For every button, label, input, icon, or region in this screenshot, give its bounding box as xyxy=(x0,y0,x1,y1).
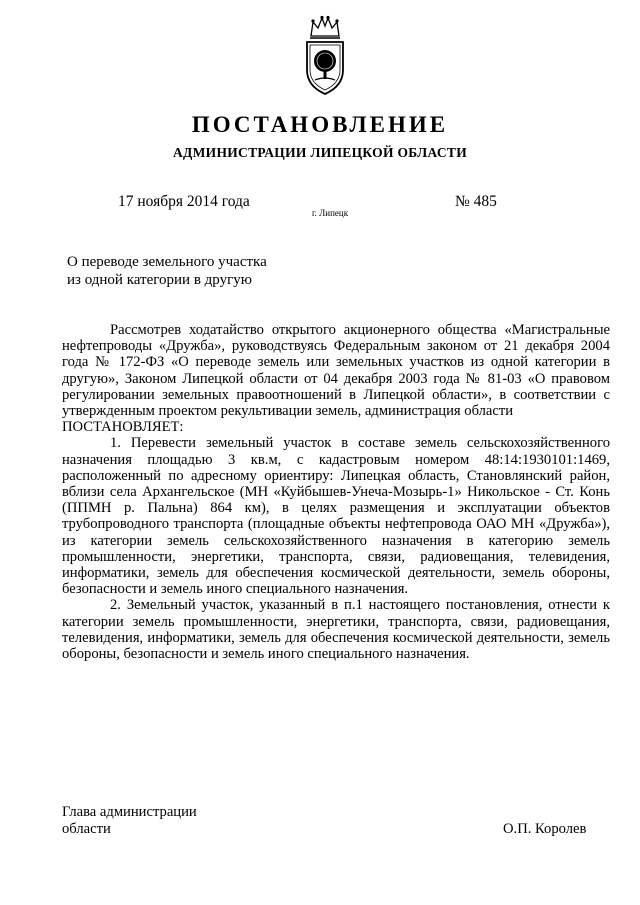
item-2-paragraph: 2. Земельный участок, указанный в п.1 настоящего постановления, отнести к категории земель промышленности, энергетики, транспорта, связи, радиовещания, телевидения, информатики, земель для обеспечения космической деятельности, земель обороны, безопасности и земель иного специального назначения. xyxy=(62,597,610,663)
document-subtitle: АДМИНИСТРАЦИИ ЛИПЕЦКОЙ ОБЛАСТИ xyxy=(172,145,468,160)
signature-position xyxy=(62,804,197,838)
item-1-paragraph: 1. Перевести земельный участок в составе земель сельскохозяйственного назначения площадью 3 кв.м, с кадастровым номером 48:14:1930101:1469, расположенный по адресному ориентиру: Липецкая область, Становлянский район, вблизи села Архангельское (МН «Куйбышев-Унеча-Мозырь-1» Никольское - Ст. Конь (ППМН р. Пальна) 864 км), в целях размещения и эксплуатации объектов трубопроводного транспорта (площадные объекты нефтепровода ОАО МН «Дружба»), из категории земель сельскохозяйственного назначения в категорию земель промышленности, энергетики, транспорта, связи, радиовещания, телевидения, информатики, земель для обеспечения космической деятельности, земель обороны, безопасности и земель иного специального назначения. xyxy=(62,435,610,598)
signature-position-line-1: Глава администрации xyxy=(62,804,197,820)
decree-word: ПОСТАНОВЛЯЕТ: xyxy=(62,419,184,436)
document-date: 17 ноября 2014 года xyxy=(118,193,250,210)
document-subject xyxy=(67,253,327,289)
document-number: № 485 xyxy=(455,193,497,210)
document-title: ПОСТАНОВЛЕНИЕ xyxy=(191,112,449,137)
subject-line-2: из одной категории в другую xyxy=(67,272,252,288)
subject-line-1: О переводе земельного участка xyxy=(67,254,267,270)
signature-position-line-2: области xyxy=(62,821,111,837)
signature-name: О.П. Королев xyxy=(503,821,587,837)
document-body xyxy=(62,322,610,662)
coat-of-arms-icon xyxy=(300,14,350,98)
document-city: г. Липецк xyxy=(312,208,349,218)
intro-paragraph: Рассмотрев ходатайство открытого акционерного общества «Магистральные нефтепроводы «Дружба», руководствуясь Федеральным законом от 21 декабря 2004 года № 172-ФЗ «О переводе земель или земельных участков из одной категории в другую», Законом Липецкой области от 04 декабря 2003 года № 81-03 «О правовом регулировании земельных правоотношений в Липецкой области», в соответствии с утвержденным проектом рекультивации земель, администрация области xyxy=(62,322,610,420)
